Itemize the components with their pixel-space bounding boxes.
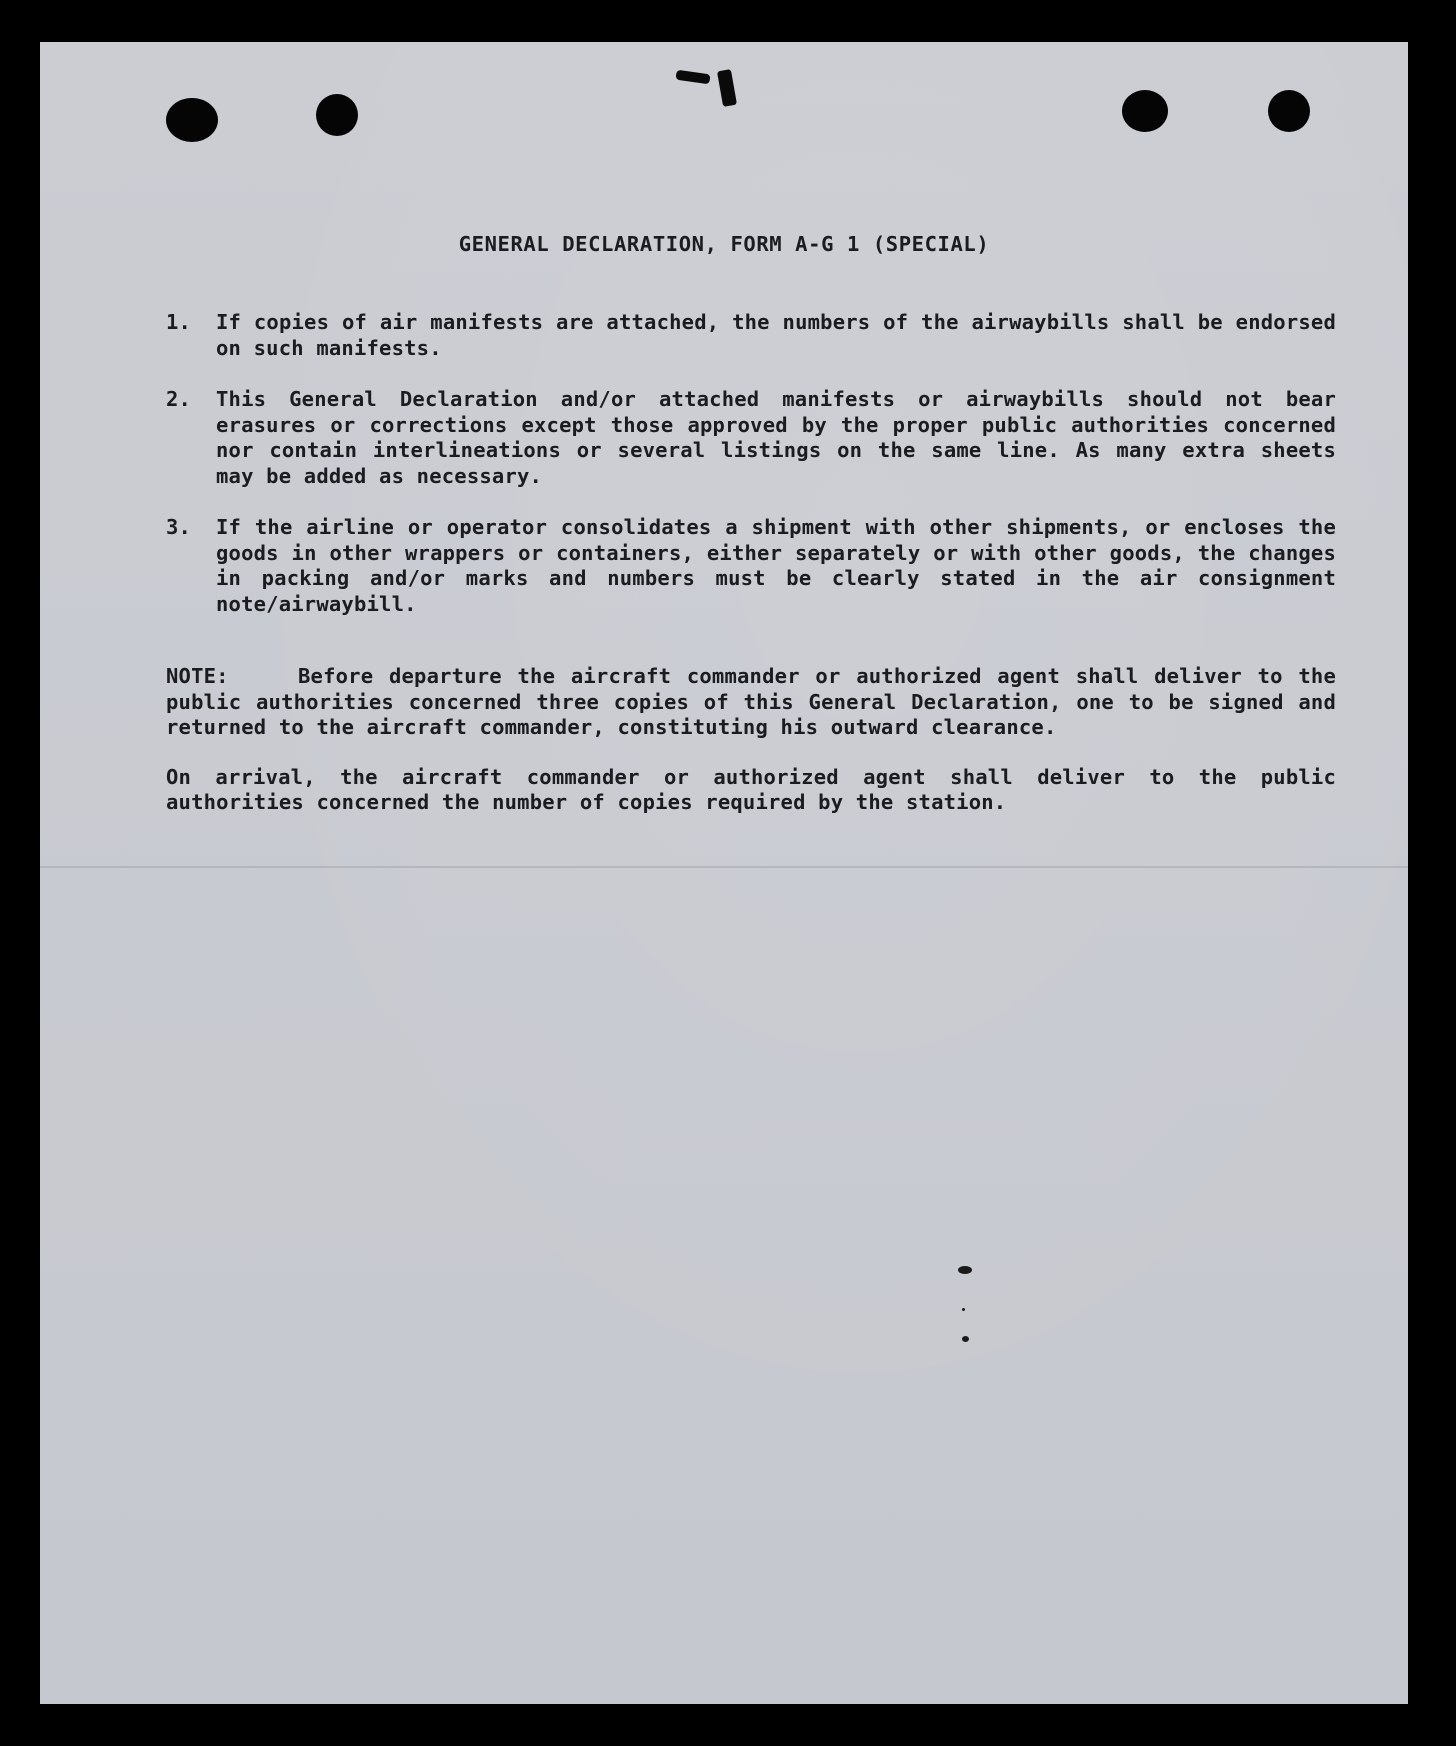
list-item <box>166 387 1336 489</box>
staple-mark <box>675 70 710 85</box>
ink-speck <box>962 1336 969 1342</box>
ink-speck <box>958 1266 972 1274</box>
item-number: 3. <box>166 515 192 539</box>
punch-hole <box>1122 90 1168 132</box>
item-text: This General Declaration and/or attached manifests or airwaybills should not bear erasures or corrections except those approved by the proper public authorities concerned nor contain interlineations or several listings on the same line. As many extra sheets may be added as necessary. <box>216 387 1336 488</box>
punch-hole <box>1268 90 1310 132</box>
ink-speck <box>962 1308 965 1311</box>
instructions-list <box>166 310 1336 643</box>
item-text: If copies of air manifests are attached, the numbers of the airwaybills shall be endorsed on such manifests. <box>216 310 1336 360</box>
punch-hole <box>166 98 218 142</box>
document-title: GENERAL DECLARATION, FORM A-G 1 (SPECIAL) <box>458 232 990 256</box>
item-number: 2. <box>166 387 192 411</box>
item-text: If the airline or operator consolidates a shipment with other shipments, or encloses the goods in other wrappers or containers, either separately or with other goods, the changes in packing and/or marks and numbers must be clearly stated in the air consignment note/airwaybill. <box>216 515 1336 616</box>
staple-mark <box>717 69 737 107</box>
item-number: 1. <box>166 310 192 334</box>
list-item <box>166 310 1336 361</box>
note-paragraph <box>166 664 1336 741</box>
list-item <box>166 515 1336 617</box>
note-text: Before departure the aircraft commander or authorized agent shall deliver to the public authorities concerned three copies of this General Declaration, one to be signed and returned to the aircraft commander, constituting his outward clearance. <box>166 664 1336 739</box>
note-label: NOTE: <box>166 664 229 688</box>
punch-hole <box>316 94 358 136</box>
document-page <box>40 42 1408 1704</box>
fold-line <box>40 866 1408 868</box>
arrival-paragraph: On arrival, the aircraft commander or authorized agent shall deliver to the public authorities concerned the number of copies required by the station. <box>166 764 1336 814</box>
note-section <box>166 664 1336 840</box>
